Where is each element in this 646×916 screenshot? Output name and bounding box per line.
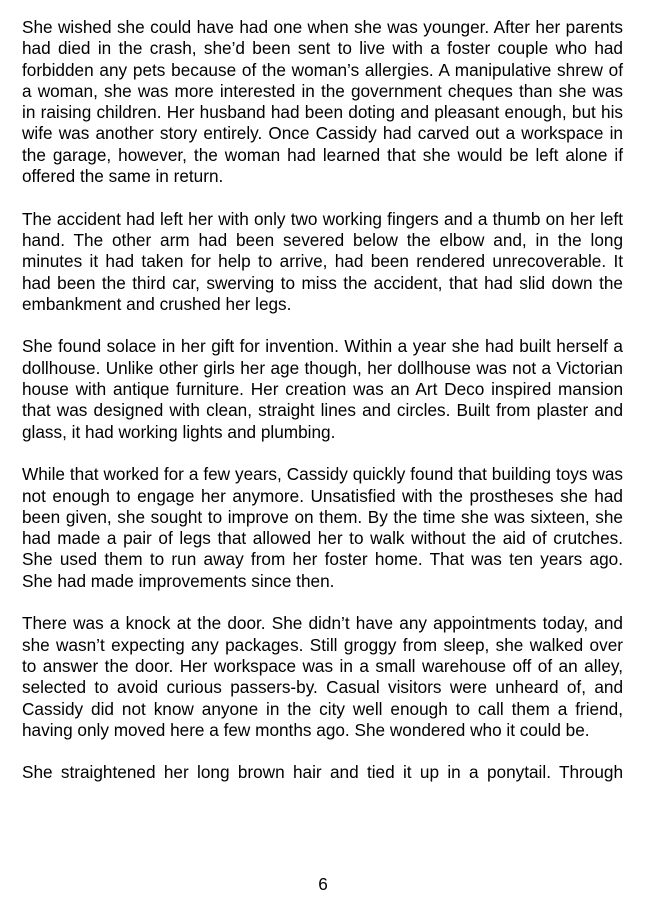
- paragraph-2: The accident had left her with only two working fingers and a thumb on her left hand. The other arm had been severed below the elbow and, in the long minutes it had taken for help to arrive, had been rendered unrecoverable. It had been the third car, swerving to miss the accident, that had slid down the embankment and crushed her legs.: [22, 208, 623, 314]
- paragraph-4: While that worked for a few years, Cassidy quickly found that building toys was not enough to engage her anymore. Unsatisfied with the prostheses she had been given, she sought to improve on them. By the time she was sixteen, she had made a pair of legs that allowed her to walk without the aid of crutches. She used them to run away from her foster home. That was ten years ago. She had made improvements since then.: [22, 464, 623, 591]
- body-text: [22, 17, 623, 784]
- page-number: 6: [318, 874, 328, 894]
- paragraph-1: She wished she could have had one when she was younger. After her parents had died in the crash, she’d been sent to live with a foster couple who had forbidden any pets because of the woman’s allergies. A manipulative shrew of a woman, she was more interested in the government cheques than she was in raising children. Her husband had been doting and pleasant enough, but his wife was another story entirely. Once Cassidy had carved out a workspace in the garage, however, the woman had learned that she would be left alone if offered the same in return.: [22, 17, 623, 187]
- paragraph-5: There was a knock at the door. She didn’t have any appointments today, and she wasn’t expecting any packages. Still groggy from sleep, she walked over to answer the door. Her workspace was in a small warehouse off of an alley, selected to avoid curious passers-by. Casual visitors were unheard of, and Cassidy did not know anyone in the city well enough to call them a friend, having only moved here a few months ago. She wondered who it could be.: [22, 613, 623, 740]
- paragraph-6: She straightened her long brown hair and tied it up in a ponytail. Through: [22, 762, 623, 783]
- paragraph-3: She found solace in her gift for invention. Within a year she had built herself a dollhouse. Unlike other girls her age though, her dollhouse was not a Victorian house with antique furniture. Her creation was an Art Deco inspired mansion that was designed with clean, straight lines and circles. Built from plaster and glass, it had working lights and plumbing.: [22, 336, 623, 442]
